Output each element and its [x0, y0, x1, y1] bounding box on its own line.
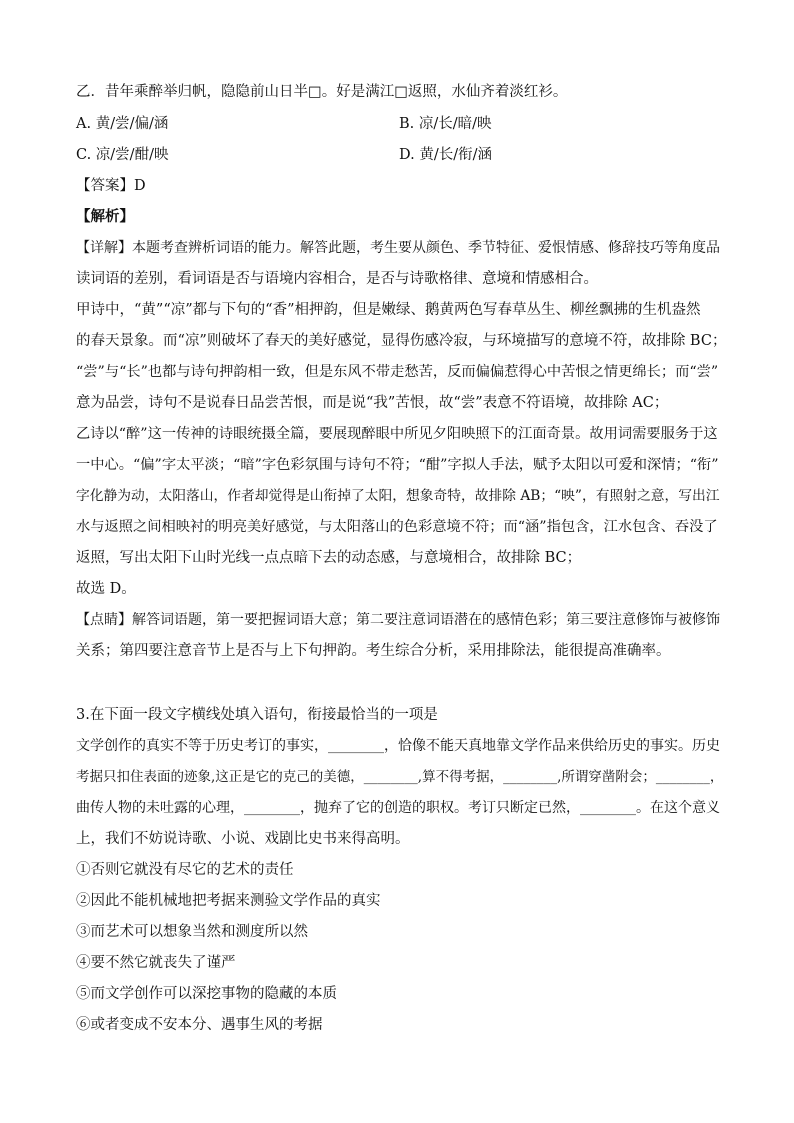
passage-line: 曲传人物的未吐露的心理，________，抛弃了它的创造的职权。考订只断定已然，________。在这个意义 [76, 800, 720, 816]
analysis-line: 关系；第四要注意音节上是否与上下句押韵。考生综合分析，采用排除法，能很提高准确率。 [76, 643, 671, 659]
option-c: C. 凉/尝/酣/映 [76, 147, 169, 163]
choice-item: ②因此不能机械地把考据来测验文学作品的真实 [76, 893, 381, 909]
answer-label: 【答案】D [76, 178, 146, 194]
choice-item: ④要不然它就丧失了谨严 [76, 955, 236, 971]
choice-item: ⑥或者变成不安本分、遇事生风的考据 [76, 1017, 323, 1033]
analysis-line: 甲诗中，“黄”“凉”都与下句的“香”相押韵，但是嫩绿、鹅黄两色写春草丛生、柳丝飘拂的生机盎然 [76, 302, 701, 318]
analysis-line: 乙诗以“醉”这一传神的诗眼统摄全篇，要展现醉眼中所见夕阳映照下的江面奇景。故用词需要服务于这 [76, 426, 718, 442]
choice-item: ①否则它就没有尽它的艺术的责任 [76, 862, 294, 878]
analysis-line: 返照，写出太阳下山时光线一点点暗下去的动态感，与意境相合，故排除 BC； [76, 550, 582, 566]
choice-item: ③而艺术可以想象当然和测度所以然 [76, 924, 308, 940]
passage-line: 上，我们不妨说诗歌、小说、戏剧比史书来得高明。 [76, 831, 410, 847]
analysis-line: 【点睛】解答词语题，第一要把握词语大意；第二要注意词语潜在的感情色彩；第三要注意修饰与被修饰 [76, 612, 720, 628]
analysis-line: 故选 D。 [76, 581, 136, 597]
choice-item: ⑤而文学创作可以深挖事物的隐藏的本质 [76, 986, 337, 1002]
analysis-line: 水与返照之间相映衬的明亮美好感觉，与太阳落山的色彩意境不符；而“涵”指包含，江水包含、吞没了 [76, 519, 718, 535]
poem-yi: 乙．昔年乘醉举归帆，隐隐前山日半□。好是满江□返照，水仙齐着淡红衫。 [76, 84, 568, 100]
analysis-line: 【详解】本题考查辨析词语的能力。解答此题，考生要从颜色、季节特征、爱恨情感、修辞技巧等角度品 [76, 240, 720, 256]
analysis-line: “尝”与“长”也都与诗句押韵相一致，但是东风不带走愁苦，反而偏偏惹得心中苦恨之情更绵长；而“尝” [76, 364, 719, 380]
option-d: D. 黄/长/衔/涵 [399, 147, 492, 163]
analysis-line: 字化静为动，太阳落山，作者却觉得是山衔掉了太阳，想象奇特，故排除 AB；“映”，有照射之意，写出江 [76, 488, 720, 504]
analysis-line: 意为品尝，诗句不是说春日品尝苦恨，而是说“我”苦恨，故“尝”表意不符语境，故排除 AC； [76, 395, 669, 411]
analysis-title: 【解析】 [76, 208, 134, 225]
analysis-line: 的春天景象。而“凉”则破坏了春天的美好感觉，显得伤感冷寂，与环境描写的意境不符，故排除 BC； [76, 333, 727, 349]
analysis-line: 一中心。“偏”字太平淡；“暗”字色彩氛围与诗句不符；“酣”字拟人手法，赋予太阳以可爱和深情；“衔” [76, 457, 719, 473]
option-a: A. 黄/尝/偏/涵 [76, 116, 169, 132]
passage-line: 考据只扣住表面的迹象,这正是它的克己的美德，________,算不得考据，________,所谓穿凿附会；________， [76, 769, 724, 785]
question-3-title: 3.在下面一段文字横线处填入语句，衔接最恰当的一项是 [76, 707, 438, 723]
analysis-line: 读词语的差别，看词语是否与语境内容相合，是否与诗歌格律、意境和情感相合。 [76, 271, 598, 287]
option-b: B. 凉/长/暗/映 [399, 116, 492, 132]
passage-line: 文学创作的真实不等于历史考订的事实，________，恰像不能天真地靠文学作品来供给历史的事实。历史 [76, 738, 720, 754]
